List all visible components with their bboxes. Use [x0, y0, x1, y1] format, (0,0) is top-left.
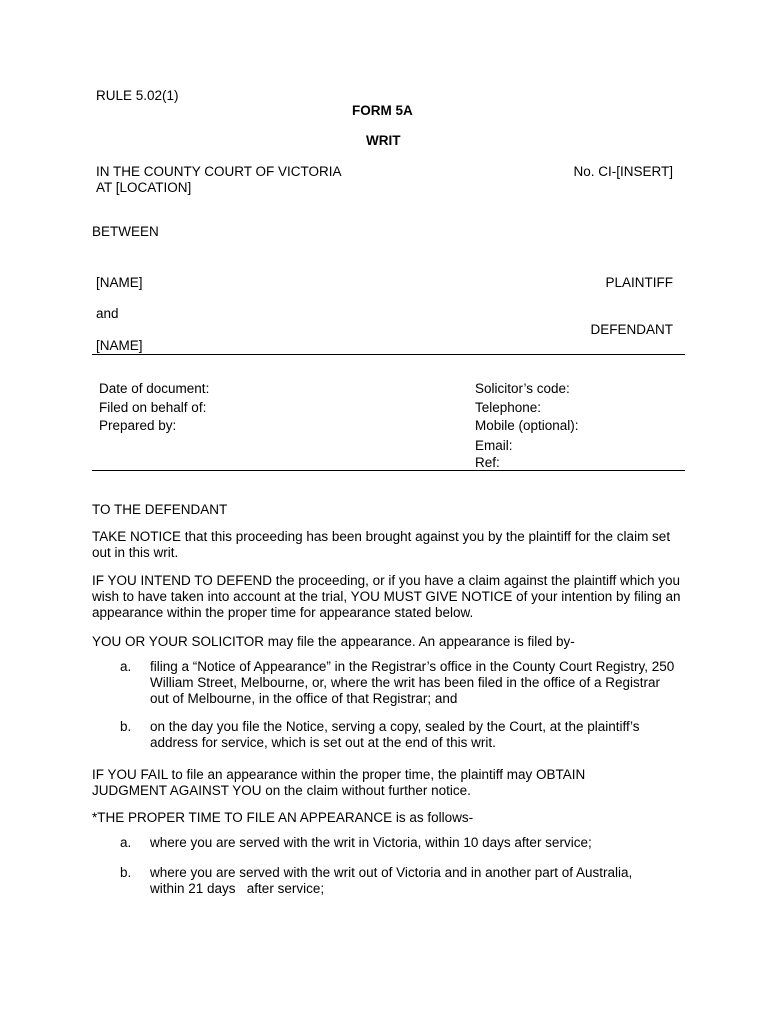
proper-time-heading: *THE PROPER TIME TO FILE AN APPEARANCE is as follows-	[92, 810, 474, 825]
list-text: on the day you file the Notice, serving a copy, sealed by the Court, at the plaintiff’s address for service, which is set out at the end of this writ.	[150, 719, 640, 750]
form-number: FORM 5A	[352, 103, 413, 118]
list-label: a.	[120, 835, 132, 850]
court-location: AT [LOCATION]	[96, 180, 192, 195]
list-label: a.	[120, 659, 132, 674]
you-or-solicitor-paragraph: YOU OR YOUR SOLICITOR may file the appearance. An appearance is filed by-	[92, 634, 575, 649]
and-label: and	[96, 306, 119, 321]
list-text: filing a “Notice of Appearance” in the Registrar’s office in the County Court Registry, 250 William Street, Melbourne, or, where the writ has been filed in the office of a Registrar out of Melbourne, in the office of that Registrar; and	[150, 659, 675, 706]
list-label: b.	[120, 719, 132, 734]
divider-bottom	[92, 470, 685, 471]
defendant-name: [NAME]	[96, 338, 143, 353]
rule-reference: RULE 5.02(1)	[96, 88, 179, 103]
divider-top	[92, 354, 685, 355]
filed-on-behalf-label: Filed on behalf of:	[99, 400, 207, 415]
solicitor-code-label: Solicitor’s code:	[475, 381, 570, 396]
telephone-label: Telephone:	[475, 400, 542, 415]
date-of-document-label: Date of document:	[99, 381, 210, 396]
list-text: where you are served with the writ in Victoria, within 10 days after service;	[150, 835, 592, 850]
court-name: IN THE COUNTY COURT OF VICTORIA	[96, 164, 342, 179]
ref-label: Ref:	[475, 455, 500, 470]
list-text: where you are served with the writ out of Victoria and in another part of Australia, within 21 days after service;	[150, 865, 637, 896]
take-notice-paragraph: TAKE NOTICE that this proceeding has been brought against you by the plaintiff for the claim set out in this writ.	[92, 529, 671, 560]
intend-to-defend-paragraph: IF YOU INTEND TO DEFEND the proceeding, or if you have a claim against the plaintiff which you wish to have taken into account at the trial, YOU MUST GIVE NOTICE of your intention by filing an appearance within the proper time for appearance stated below.	[92, 573, 681, 620]
email-label: Email:	[475, 438, 513, 453]
between-label: BETWEEN	[92, 224, 159, 239]
defendant-role: DEFENDANT	[590, 322, 673, 337]
plaintiff-role: PLAINTIFF	[605, 275, 673, 290]
prepared-by-label: Prepared by:	[99, 418, 177, 433]
list-label: b.	[120, 865, 132, 880]
form-title: WRIT	[366, 133, 401, 148]
mobile-label: Mobile (optional):	[475, 418, 579, 433]
case-number: No. CI-[INSERT]	[573, 164, 673, 179]
to-defendant-heading: TO THE DEFENDANT	[92, 502, 228, 517]
plaintiff-name: [NAME]	[96, 275, 143, 290]
if-you-fail-paragraph: IF YOU FAIL to file an appearance within the proper time, the plaintiff may OBTAIN JUDGMENT AGAINST YOU on the claim without further notice.	[92, 767, 586, 798]
